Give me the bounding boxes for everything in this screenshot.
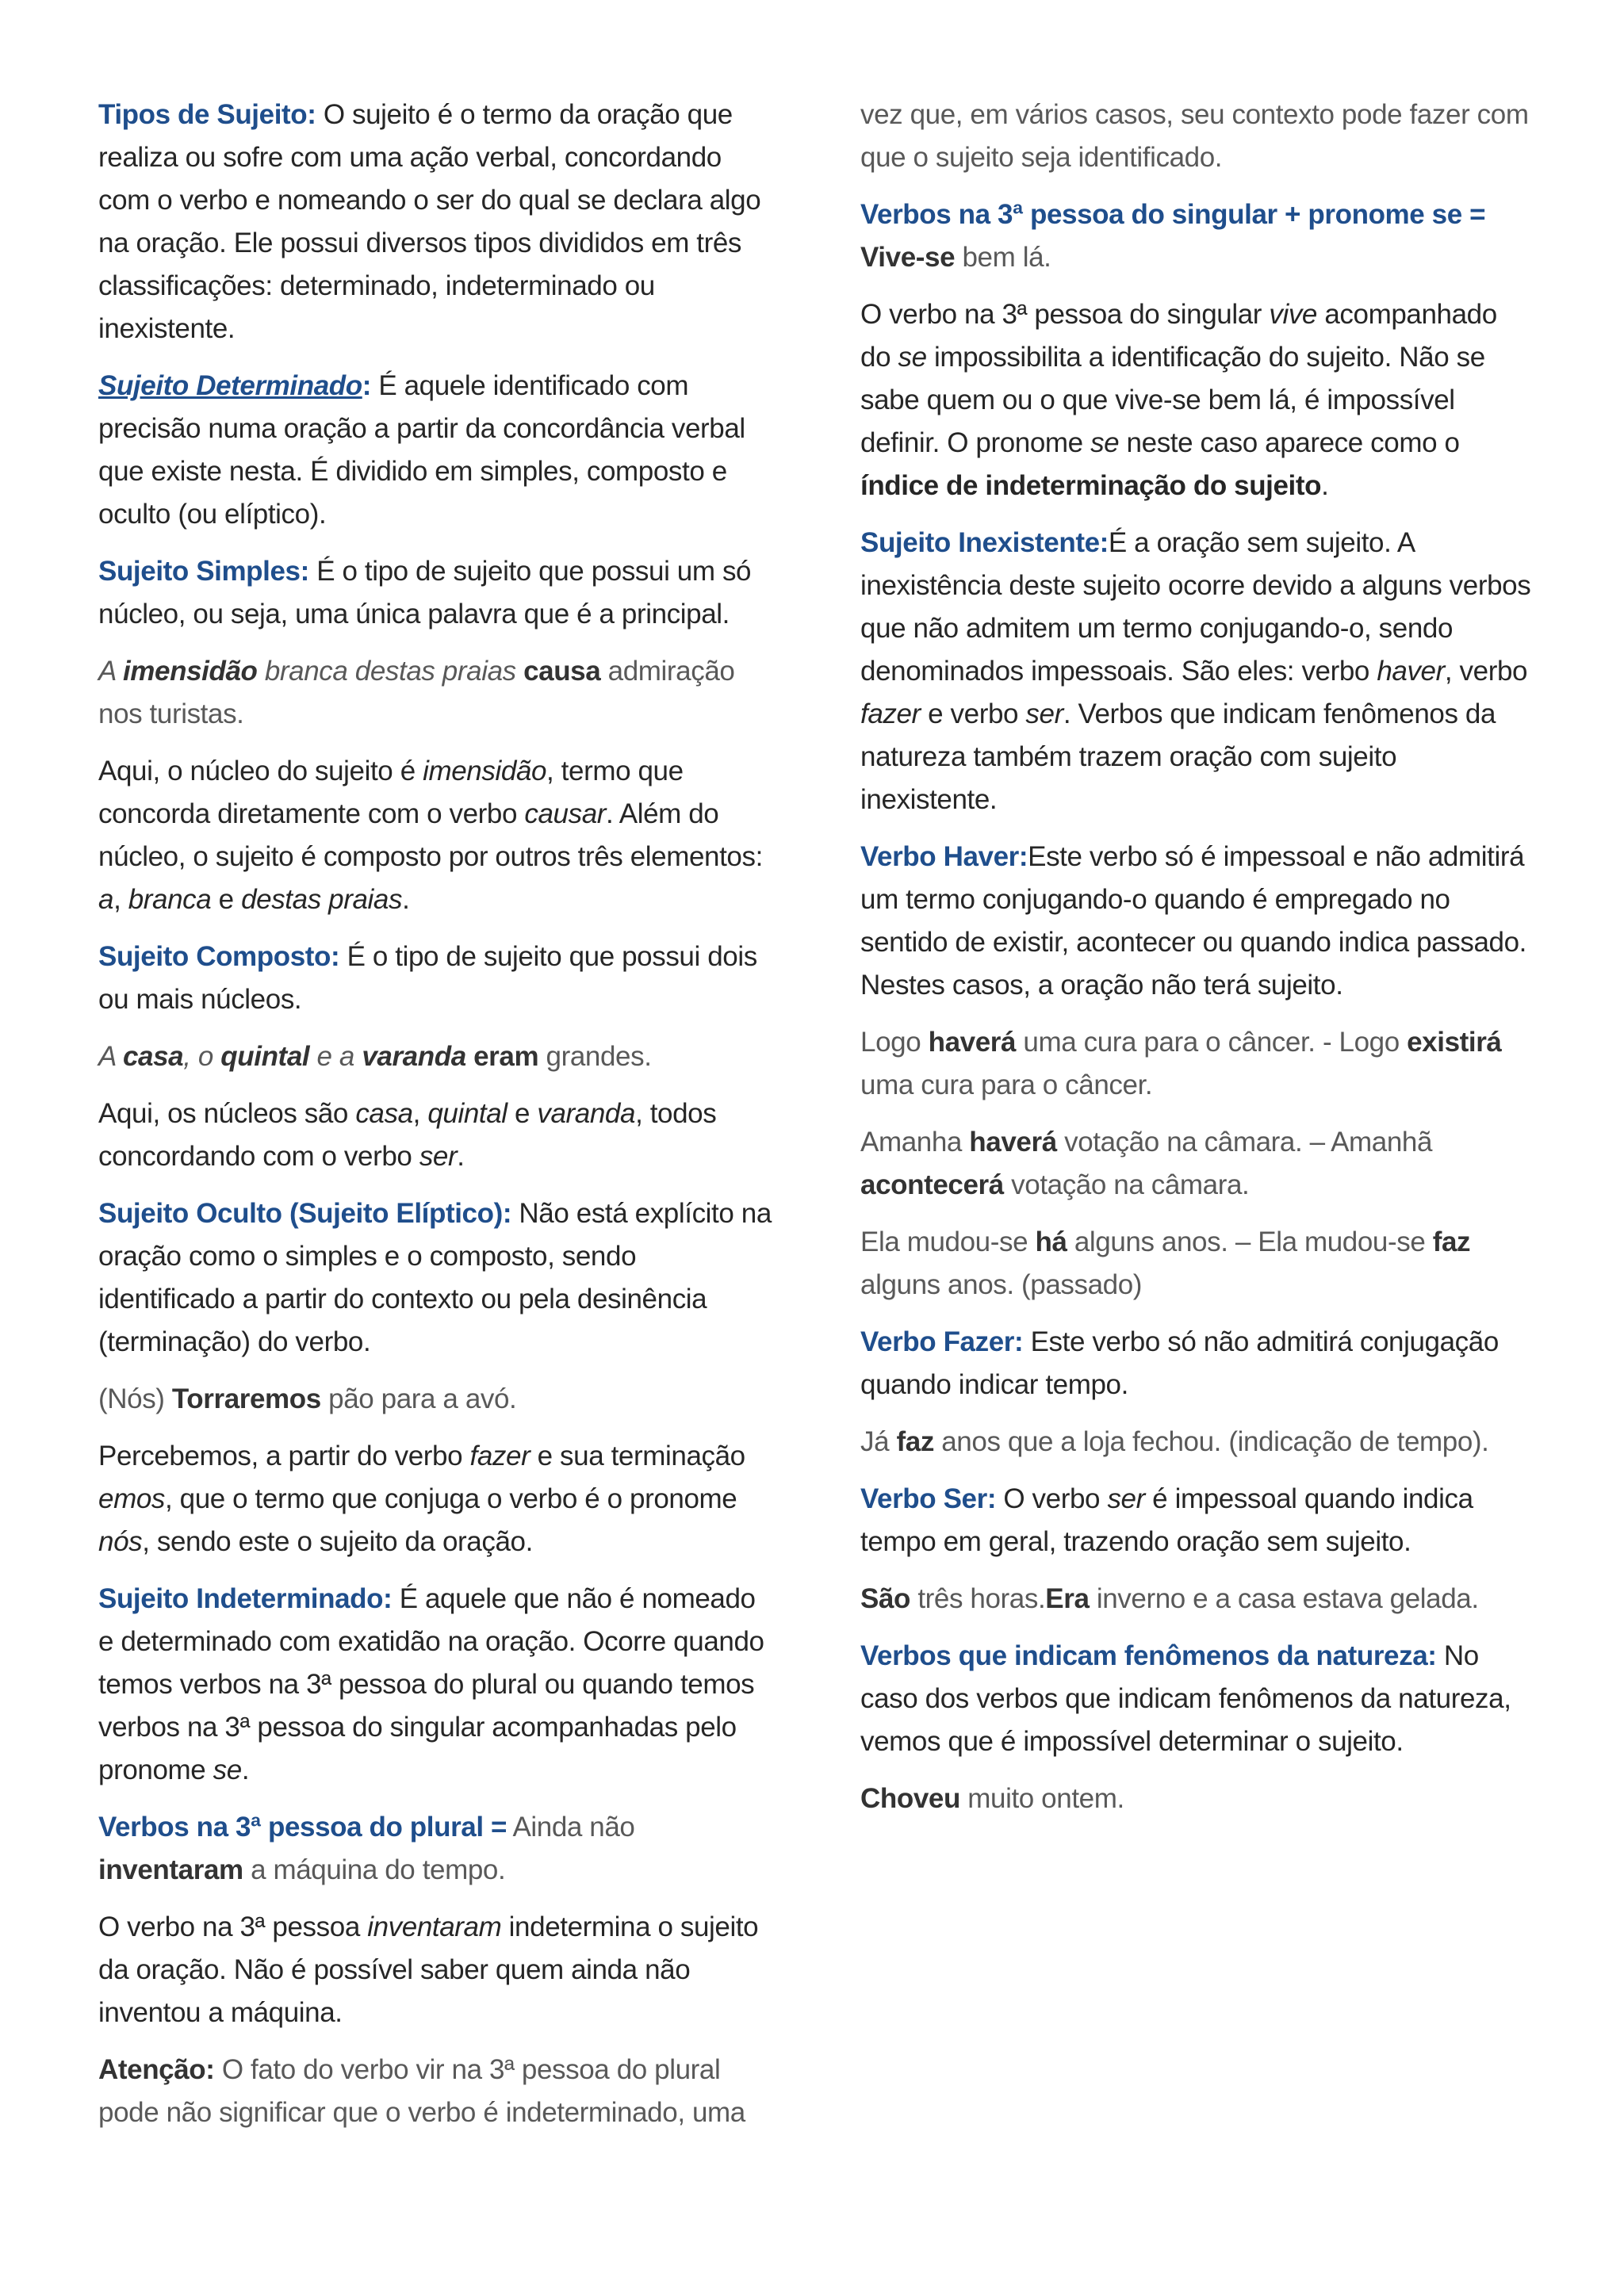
example-sujeito-oculto: (Nós) Torraremos pão para a avó.: [98, 1383, 517, 1414]
atencao-paragraph: Atenção: O fato do verbo vir na 3ª pessoa do plural pode não significar que o verbo é indeterminado, uma: [98, 2054, 745, 2128]
heading-verbo-fazer: Verbo Fazer:: [860, 1326, 1024, 1357]
example-ser: São três horas.Era inverno e a casa estava gelada.: [860, 1583, 1479, 1614]
heading-sujeito-determinado: Sujeito Determinado: [98, 370, 362, 401]
example-sujeito-composto: A casa, o quintal e a varanda eram grandes.: [98, 1041, 652, 1072]
example-fazer: Já faz anos que a loja fechou. (indicação de tempo).: [860, 1426, 1489, 1457]
heading-fenomenos-natureza: Verbos que indicam fenômenos da natureza:: [860, 1640, 1437, 1671]
example-plural: Verbos na 3ª pessoa do plural = Ainda não inventaram a máquina do tempo.: [98, 1812, 635, 1885]
example-sujeito-simples: A imensidão branca destas praias causa admiração nos turistas.: [98, 656, 735, 729]
heading-sujeito-composto: Sujeito Composto:: [98, 941, 340, 972]
sujeito-determinado-paragraph: Sujeito Determinado: É aquele identificado com precisão numa oração a partir da concordância verbal que existe nesta. É dividido em simples, composto e oculto (ou elíptico).: [98, 370, 745, 530]
example-singular-se: Verbos na 3ª pessoa do singular + pronome se = Vive-se bem lá.: [860, 199, 1486, 273]
heading-verbo-haver: Verbo Haver:: [860, 841, 1028, 872]
explanation-singular-se: O verbo na 3ª pessoa do singular vive acompanhado do se impossibilita a identificação do sujeito. Não se sabe quem ou o que vive-se bem lá, é impossível definir. O pronome se neste caso aparece como o índice de indeterminação do sujeito.: [860, 299, 1497, 501]
sujeito-oculto-paragraph: Sujeito Oculto (Sujeito Elíptico): Não está explícito na oração como o simples e o composto, sendo identificado a partir do contexto ou pela desinência (terminação) do verbo.: [98, 1198, 772, 1357]
heading-tipos-de-sujeito: Tipos de Sujeito:: [98, 99, 316, 130]
fenomenos-natureza-paragraph: Verbos que indicam fenômenos da natureza: No caso dos verbos que indicam fenômenos da natureza, vemos que é impossível determinar o sujeito.: [860, 1640, 1511, 1757]
right-column: [860, 94, 1534, 1835]
sujeito-composto-paragraph: Sujeito Composto: É o tipo de sujeito que possui dois ou mais núcleos.: [98, 941, 757, 1015]
sujeito-indeterminado-paragraph: Sujeito Indeterminado: É aquele que não é nomeado e determinado com exatidão na oração. Ocorre quando temos verbos na 3ª pessoa do plural ou quando temos verbos na 3ª pessoa do singular acompanhadas pelo pronome se.: [98, 1583, 764, 1785]
heading-sujeito-simples: Sujeito Simples:: [98, 556, 309, 587]
left-column: [98, 94, 772, 2149]
heading-verbos-plural: Verbos na 3ª pessoa do plural =: [98, 1812, 508, 1843]
example-haver-1: Logo haverá uma cura para o câncer. - Logo existirá uma cura para o câncer.: [860, 1027, 1502, 1100]
explanation-sujeito-simples: Aqui, o núcleo do sujeito é imensidão, termo que concorda diretamente com o verbo causar. Além do núcleo, o sujeito é composto por outros três elementos: a, branca e destas praias.: [98, 756, 763, 915]
example-haver-2: Amanha haverá votação na câmara. – Amanhã acontecerá votação na câmara.: [860, 1127, 1433, 1200]
example-fenomenos: Choveu muito ontem.: [860, 1783, 1124, 1814]
verbo-haver-paragraph: Verbo Haver:Este verbo só é impessoal e não admitirá um termo conjugando-o quando é empregado no sentido de existir, acontecer ou quando indica passado. Nestes casos, a oração não terá sujeito.: [860, 841, 1526, 1001]
explanation-sujeito-composto: Aqui, os núcleos são casa, quintal e varanda, todos concordando com o verbo ser.: [98, 1098, 717, 1172]
heading-verbo-ser: Verbo Ser:: [860, 1483, 997, 1514]
sujeito-simples-paragraph: Sujeito Simples: É o tipo de sujeito que possui um só núcleo, ou seja, uma única palavra que é a principal.: [98, 556, 752, 629]
heading-sujeito-oculto: Sujeito Oculto (Sujeito Elíptico):: [98, 1198, 512, 1229]
explanation-plural: O verbo na 3ª pessoa inventaram indetermina o sujeito da oração. Não é possível saber quem ainda não inventou a máquina.: [98, 1911, 759, 2028]
heading-verbos-singular-se: Verbos na 3ª pessoa do singular + pronome se =: [860, 199, 1486, 230]
explanation-sujeito-oculto: Percebemos, a partir do verbo fazer e sua terminação emos, que o termo que conjuga o verbo é o pronome nós, sendo este o sujeito da oração.: [98, 1441, 745, 1557]
heading-sujeito-indeterminado: Sujeito Indeterminado:: [98, 1583, 393, 1614]
intro-paragraph: Tipos de Sujeito: O sujeito é o termo da oração que realiza ou sofre com uma ação verbal, concordando com o verbo e nomeando o ser do qual se declara algo na oração. Ele possui diversos tipos divididos em três classificações: determinado, indeterminado ou inexistente.: [98, 99, 761, 344]
verbo-ser-paragraph: Verbo Ser: O verbo ser é impessoal quando indica tempo em geral, trazendo oração sem sujeito.: [860, 1483, 1473, 1557]
atencao-continuation: vez que, em vários casos, seu contexto pode fazer com que o sujeito seja identificado.: [860, 99, 1529, 173]
sujeito-inexistente-paragraph: Sujeito Inexistente:É a oração sem sujeito. A inexistência deste sujeito ocorre devido a alguns verbos que não admitem um termo conjugando-o, sendo denominados impessoais. São eles: verbo haver, verbo fazer e verbo ser. Verbos que indicam fenômenos da natureza também trazem oração com sujeito inexistente.: [860, 527, 1531, 815]
heading-atencao: Atenção:: [98, 2054, 215, 2085]
verbo-fazer-paragraph: Verbo Fazer: Este verbo só não admitirá conjugação quando indicar tempo.: [860, 1326, 1499, 1400]
example-haver-3: Ela mudou-se há alguns anos. – Ela mudou-se faz alguns anos. (passado): [860, 1226, 1471, 1300]
heading-sujeito-inexistente: Sujeito Inexistente:: [860, 527, 1109, 558]
